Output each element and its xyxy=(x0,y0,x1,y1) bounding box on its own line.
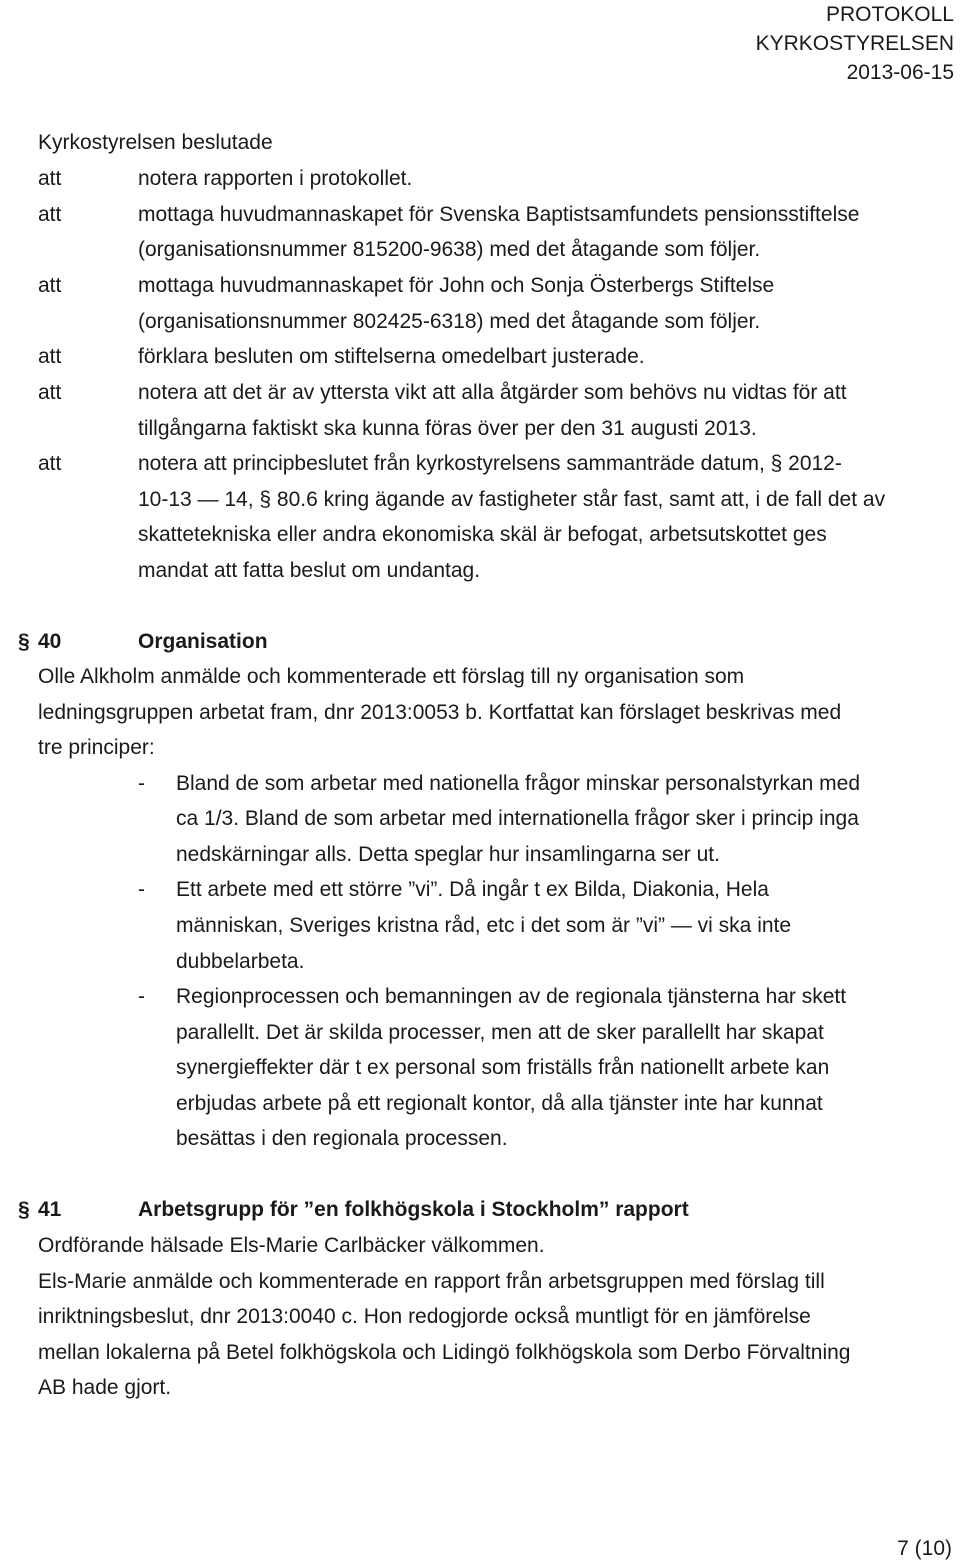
decision-line: (organisationsnummer 815200-9638) med det åtagande som följer. xyxy=(138,238,761,261)
bullet-line: besättas i den regionala processen. xyxy=(176,1127,508,1150)
section-41-text: inriktningsbeslut, dnr 2013:0040 c. Hon redogjorde också muntligt för en jämförelse xyxy=(38,1305,811,1328)
decision-line: notera att principbeslutet från kyrkostyrelsens sammanträde datum, § 2012- xyxy=(138,452,842,475)
decision-line: skattetekniska eller andra ekonomiska skäl är befogat, arbetsutskottet ges xyxy=(138,523,827,546)
section-41-text: Ordförande hälsade Els-Marie Carlbäcker välkommen. xyxy=(38,1234,545,1257)
att-label: att xyxy=(38,167,62,190)
section-40-text: Olle Alkholm anmälde och kommenterade ett förslag till ny organisation som xyxy=(38,665,745,688)
decision-line: förklara besluten om stiftelserna omedelbart justerade. xyxy=(138,345,645,368)
section-41-title: Arbetsgrupp för ”en folkhögskola i Stockholm” rapport xyxy=(138,1198,689,1221)
decision-intro: Kyrkostyrelsen beslutade xyxy=(38,131,273,154)
bullet-marker: - xyxy=(138,878,145,901)
att-label: att xyxy=(38,274,62,297)
decision-line: mandat att fatta beslut om undantag. xyxy=(138,559,481,582)
att-label: att xyxy=(38,452,62,475)
bullet-line: ca 1/3. Bland de som arbetar med internationella frågor sker i princip inga xyxy=(176,807,859,830)
bullet-line: synergieffekter där t ex personal som friställs från nationellt arbete kan xyxy=(176,1056,830,1079)
bullet-line: parallellt. Det är skilda processer, men att de sker parallellt har skapat xyxy=(176,1021,824,1044)
decision-line: 10-13 — 14, § 80.6 kring ägande av fastigheter står fast, samt att, i de fall det av xyxy=(138,488,886,511)
att-label: att xyxy=(38,345,62,368)
section-40-text: ledningsgruppen arbetat fram, dnr 2013:0053 b. Kortfattat kan förslaget beskrivas med xyxy=(38,701,842,724)
bullet-marker: - xyxy=(138,985,145,1008)
section-41-number: 41 xyxy=(38,1198,62,1221)
bullet-marker: - xyxy=(138,772,145,795)
bullet-line: Ett arbete med ett större ”vi”. Då ingår t ex Bilda, Diakonia, Hela xyxy=(176,878,769,901)
section-41-text: Els-Marie anmälde och kommenterade en rapport från arbetsgruppen med förslag till xyxy=(38,1270,825,1293)
doc-type: PROTOKOLL xyxy=(826,3,954,26)
doc-date: 2013-06-15 xyxy=(846,61,954,84)
att-label: att xyxy=(38,203,62,226)
section-40-text: tre principer: xyxy=(38,736,155,759)
bullet-line: nedskärningar alls. Detta speglar hur insamlingarna ser ut. xyxy=(176,843,720,866)
section-40-number: 40 xyxy=(38,630,62,653)
document-header xyxy=(756,0,954,87)
section-41-text: mellan lokalerna på Betel folkhögskola och Lidingö folkhögskola som Derbo Förvaltning xyxy=(38,1341,851,1364)
bullet-line: dubbelarbeta. xyxy=(176,950,305,973)
decision-line: (organisationsnummer 802425-6318) med det åtagande som följer. xyxy=(138,310,761,333)
section-41-text: AB hade gjort. xyxy=(38,1376,172,1399)
bullet-line: människan, Sveriges kristna råd, etc i det som är ”vi” — vi ska inte xyxy=(176,914,792,937)
decision-line: mottaga huvudmannaskapet för John och Sonja Österbergs Stiftelse xyxy=(138,274,775,297)
att-label: att xyxy=(38,381,62,404)
bullet-line: erbjudas arbete på ett regionalt kontor, då alla tjänster inte har kunnat xyxy=(176,1092,823,1115)
decision-line: mottaga huvudmannaskapet för Svenska Baptistsamfundets pensionsstiftelse xyxy=(138,203,860,226)
section-40-title: Organisation xyxy=(138,630,268,653)
decision-line: notera att det är av yttersta vikt att alla åtgärder som behövs nu vidtas för att xyxy=(138,381,847,404)
organization: KYRKOSTYRELSEN xyxy=(755,32,954,55)
decision-line: tillgångarna faktiskt ska kunna föras över per den 31 augusti 2013. xyxy=(138,417,757,440)
bullet-line: Regionprocessen och bemanningen av de regionala tjänsterna har skett xyxy=(176,985,847,1008)
bullet-line: Bland de som arbetar med nationella frågor minskar personalstyrkan med xyxy=(176,772,861,795)
page-number: 7 (10) xyxy=(897,1537,952,1560)
section-41-symbol: § xyxy=(18,1198,30,1221)
section-40-symbol: § xyxy=(18,630,30,653)
decision-line: notera rapporten i protokollet. xyxy=(138,167,413,190)
